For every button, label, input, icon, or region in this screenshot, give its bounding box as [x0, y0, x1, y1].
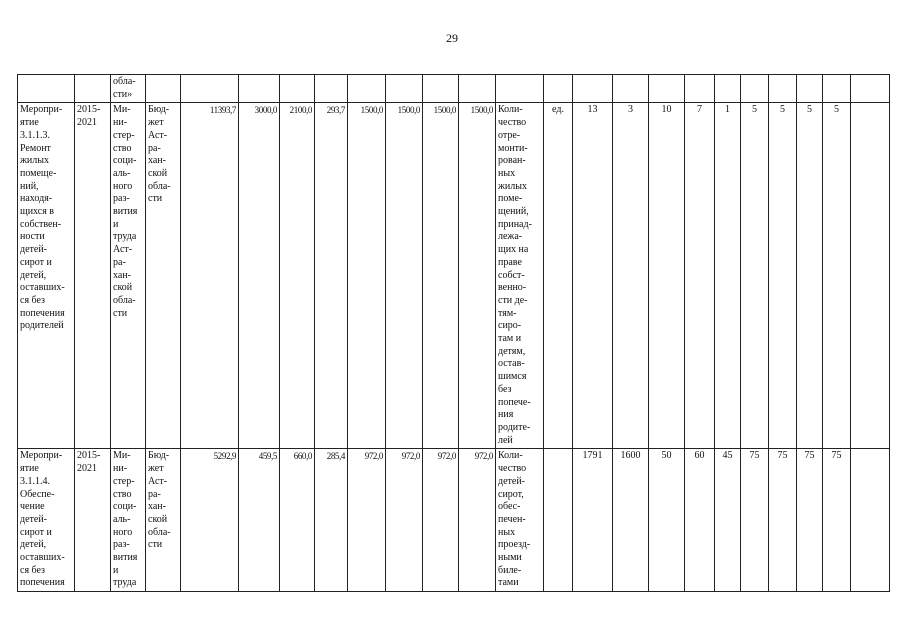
cell-value-base: 1791 [573, 449, 613, 592]
cell-amount: 972,0 [386, 449, 423, 592]
cell-executor: Ми- ни- стер- ство соци- аль- ного раз- вития и труда Аст- ра- хан- ской обла- сти [111, 103, 146, 449]
cell-amount: 1500,0 [459, 103, 496, 449]
cell-value: 75 [769, 449, 797, 592]
cell-indicator: Коли- чество отре- монти- рован- ных жилых поме- щений, принад- лежа- щих на праве собст- венно- сти де- тям- сиро- там и детям, остав- шимся без попече- ния родите- лей [496, 103, 544, 449]
cell-amount [280, 75, 315, 103]
cell-amount: 1500,0 [386, 103, 423, 449]
cell-value: 1 [715, 103, 741, 449]
cell-unit: ед. [544, 103, 573, 449]
cell-unit [544, 75, 573, 103]
cell-value [715, 75, 741, 103]
cell-source: Бюд- жет Аст- ра- хан- ской обла- сти [146, 103, 181, 449]
cell-period [75, 75, 111, 103]
cell-executor: обла- сти» [111, 75, 146, 103]
cell-period: 2015- 2021 [75, 449, 111, 592]
cell-unit [544, 449, 573, 592]
cell-amount [386, 75, 423, 103]
cell-amount [239, 75, 280, 103]
budget-table [17, 74, 890, 592]
cell-amount [423, 75, 459, 103]
cell-indicator [496, 75, 544, 103]
cell-value: 5 [823, 103, 851, 449]
cell-amount-total: 11393,7 [181, 103, 239, 449]
table-row-continuation [18, 75, 890, 103]
cell-period: 2015- 2021 [75, 103, 111, 449]
cell-value: 5 [741, 103, 769, 449]
cell-amount: 1500,0 [423, 103, 459, 449]
cell-executor: Ми- ни- стер- ство соци- аль- ного раз- вития и труда [111, 449, 146, 592]
cell-value [613, 75, 649, 103]
cell-amount-total: 5292,9 [181, 449, 239, 592]
cell-amount: 293,7 [315, 103, 348, 449]
cell-value: 3 [613, 103, 649, 449]
cell-value: 1600 [613, 449, 649, 592]
cell-value [851, 103, 890, 449]
cell-value [573, 75, 613, 103]
cell-value [823, 75, 851, 103]
cell-amount [459, 75, 496, 103]
cell-value: 5 [769, 103, 797, 449]
cell-measure [18, 75, 75, 103]
cell-value: 5 [797, 103, 823, 449]
cell-measure: Меропри- ятие 3.1.1.3. Ремонт жилых помеще- ний, находя- щихся в собствен- ности детей- сирот и детей, оставших- ся без попечения родителей [18, 103, 75, 449]
cell-amount: 972,0 [423, 449, 459, 592]
cell-value: 50 [649, 449, 685, 592]
cell-amount: 660,0 [280, 449, 315, 592]
cell-value: 45 [715, 449, 741, 592]
cell-value [649, 75, 685, 103]
cell-indicator: Коли- чество детей- сирот, обес- печен- ных проезд- ными биле- тами [496, 449, 544, 592]
cell-value: 75 [797, 449, 823, 592]
cell-value: 10 [649, 103, 685, 449]
cell-value: 7 [685, 103, 715, 449]
cell-value [851, 449, 890, 592]
cell-value: 75 [741, 449, 769, 592]
cell-source: Бюд- жет Аст- ра- хан- ской обла- сти [146, 449, 181, 592]
cell-value [797, 75, 823, 103]
cell-amount: 285,4 [315, 449, 348, 592]
cell-value-base: 13 [573, 103, 613, 449]
cell-source [146, 75, 181, 103]
table-row [18, 103, 890, 449]
cell-amount: 972,0 [459, 449, 496, 592]
cell-measure: Меропри- ятие 3.1.1.4. Обеспе- чение детей- сирот и детей, оставших- ся без попечения [18, 449, 75, 592]
cell-amount [181, 75, 239, 103]
cell-value: 60 [685, 449, 715, 592]
cell-amount: 3000,0 [239, 103, 280, 449]
cell-amount: 2100,0 [280, 103, 315, 449]
cell-amount [348, 75, 386, 103]
cell-amount: 972,0 [348, 449, 386, 592]
cell-value [769, 75, 797, 103]
cell-value [685, 75, 715, 103]
cell-amount: 459,5 [239, 449, 280, 592]
page-number: 29 [446, 31, 458, 45]
table-row [18, 449, 890, 592]
cell-value [741, 75, 769, 103]
cell-value [851, 75, 890, 103]
cell-amount: 1500,0 [348, 103, 386, 449]
cell-amount [315, 75, 348, 103]
cell-value: 75 [823, 449, 851, 592]
